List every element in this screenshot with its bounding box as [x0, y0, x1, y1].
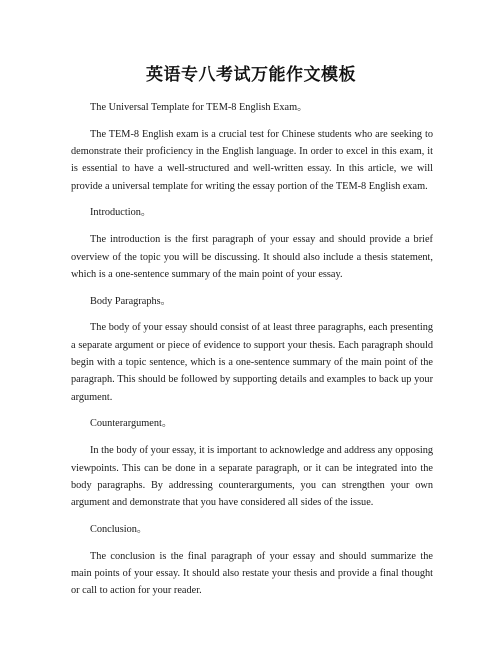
body-paragraphs-paragraph: The body of your essay should consist of at least three paragraphs, each presenting a separate argument or piece of evidence to support your thesis. Each paragraph should begin with a topic sentence, which is a one-sentence summary of the main point of the paragraph. This should be followed by supporting details and examples to back up your argument. [71, 322, 433, 403]
counterargument-paragraph: In the body of your essay, it is important to acknowledge and address any opposing viewpoints. This can be done in a separate paragraph, or it can be integrated into the body paragraphs. By addressing counterarguments, you can strengthen your own argument and demonstrate that you have considered all sides of the issue. [71, 445, 433, 509]
intro-paragraph: The TEM-8 English exam is a crucial test for Chinese students who are seeking to demonstrate their proficiency in the English language. In order to excel in this exam, it is essential to have a well-structured and well-written essay. In this article, we will provide a universal template for writing the essay portion of the TEM-8 English exam. [71, 128, 433, 192]
document-title: 英语专八考试万能作文模板 [146, 65, 356, 85]
document-body [71, 99, 433, 609]
section-heading-conclusion: Conclusion。 [90, 523, 148, 535]
subtitle-line: The Universal Template for TEM-8 English Exam。 [90, 102, 308, 113]
section-heading-body-paragraphs: Body Paragraphs。 [90, 295, 171, 307]
conclusion-paragraph: The conclusion is the final paragraph of your essay and should summarize the main points of your essay. It should also restate your thesis and provide a final thought or call to action for your reader. [71, 550, 433, 597]
section-heading-introduction: Introduction。 [90, 207, 152, 219]
section-heading-counterargument: Counterargument。 [90, 418, 173, 430]
introduction-paragraph: The introduction is the first paragraph of your essay and should provide a brief overview of the topic you will be discussing. It should also include a thesis statement, which is a one-sentence summary of the main point of your essay. [71, 234, 433, 280]
